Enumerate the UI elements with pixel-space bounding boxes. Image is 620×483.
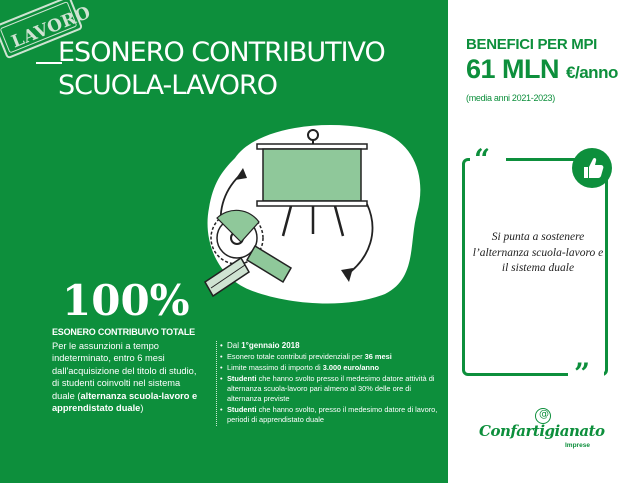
title-line-2: SCUOLA-LAVORO [58,70,277,101]
list-item: • Dal 1°gennaio 2018 [227,341,446,351]
exoneration-description [52,340,204,414]
page-title [58,36,385,102]
benefits-label: BENEFICI PER MPI [466,36,598,53]
conditions-list [216,341,446,426]
list-item: • Esonero totale contributi previdenziali per 36 mesi [227,352,446,362]
benefits-value [466,54,618,85]
thumbs-up-icon [572,148,612,188]
desc-end: ) [140,403,144,414]
list-item: • Studenti che hanno svolto, presso il medesimo datore di lavoro, periodi di apprendistato duale [227,405,446,425]
title-line-1: ESONERO CONTRIBUTIVO [58,37,385,68]
illustration [195,118,425,308]
stamp-text: LAVORO [8,2,94,53]
list-item: • Studenti che hanno svolto presso il medesimo datore attività di alternanza scuola-lavoro pari almeno al 30% delle ore di alternanza previste [227,374,446,404]
logo-subtitle: Imprese [565,442,590,449]
percent-value: 100% [62,276,190,325]
quote-open-icon: “ [474,143,491,176]
quote-text: Si punta a sostenere l’alternanza scuola-lavoro e il sistema duale [472,231,604,274]
desc-bold: alternanza scuola-lavoro e apprendistato duale [52,390,198,414]
logo-name: Confartigianato [479,422,605,440]
logo-symbol: @ [539,409,549,420]
desc-plain: Per le assunzioni a tempo indeterminato, entro 6 mesi dall'acquisizione del titolo di studio, di studenti coinvolti nel sistema duale ( [52,341,197,401]
exoneration-heading: ESONERO CONTRIBUIVO TOTALE [52,327,195,337]
benefits-note: (media anni 2021-2023) [466,93,555,103]
benefits-unit: €/anno [566,63,618,82]
list-item: • Limite massimo di importo di 3.000 euro/anno [227,363,446,373]
benefits-amount: 61 MLN [466,54,560,84]
quote-close-icon: ” [574,357,591,390]
